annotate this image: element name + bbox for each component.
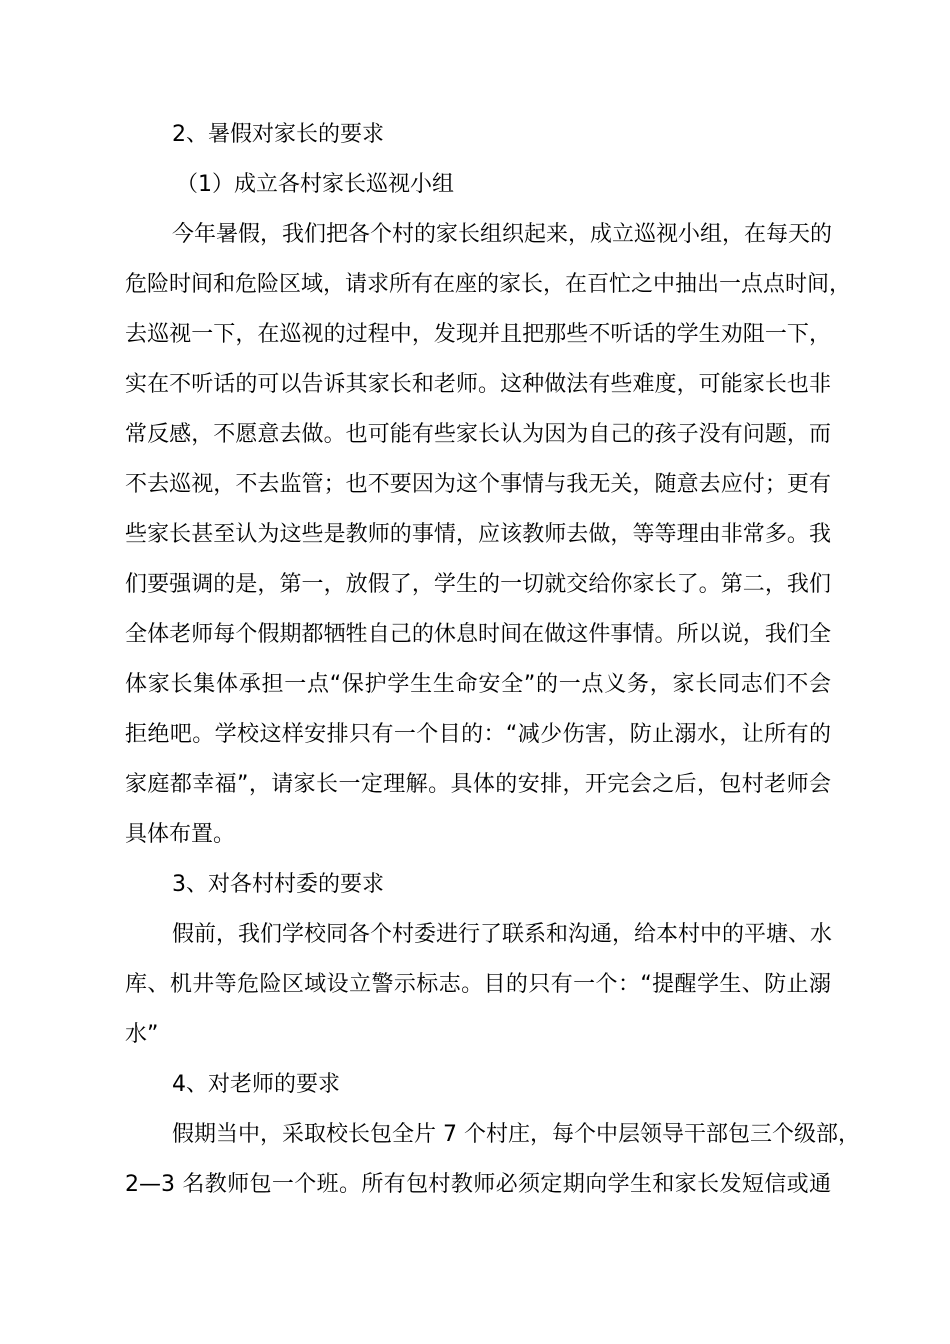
- paragraph-line: 不去巡视，不去监管；也不要因为这个事情与我无关，随意去应付；更有: [125, 472, 831, 497]
- paragraph-line: 假期当中，采取校长包全片 7 个村庄，每个中层领导干部包三个级部，: [172, 1122, 860, 1147]
- paragraph-line: 2—3 名教师包一个班。所有包村教师必须定期向学生和家长发短信或通: [125, 1172, 831, 1197]
- paragraph-line: 实在不听话的可以告诉其家长和老师。这种做法有些难度，可能家长也非: [125, 372, 831, 397]
- paragraph-line: 今年暑假，我们把各个村的家长组织起来，成立巡视小组，在每天的: [172, 222, 833, 247]
- paragraph-line: 危险时间和危险区域，请求所有在座的家长，在百忙之中抽出一点点时间，: [125, 272, 852, 297]
- section-heading: 4、对老师的要求: [172, 1072, 340, 1097]
- section-heading: 3、对各村村委的要求: [172, 872, 384, 897]
- paragraph-line: 拒绝吧。学校这样安排只有一个目的：“减少伤害，防止溺水，让所有的: [125, 722, 831, 747]
- paragraph-line: 库、机井等危险区域设立警示标志。目的只有一个：“提醒学生、防止溺: [125, 972, 831, 997]
- paragraph-line: 全体老师每个假期都牺牲自己的休息时间在做这件事情。所以说，我们全: [125, 622, 831, 647]
- section-heading: 2、暑假对家长的要求: [172, 122, 384, 147]
- paragraph-line: 们要强调的是，第一，放假了，学生的一切就交给你家长了。第二，我们: [125, 572, 831, 597]
- paragraph-line: 家庭都幸福”，请家长一定理解。具体的安排，开完会之后，包村老师会: [125, 772, 831, 797]
- paragraph-line: 些家长甚至认为这些是教师的事情，应该教师去做，等等理由非常多。我: [125, 522, 831, 547]
- paragraph-line: 水”: [125, 1022, 159, 1047]
- section-subheading: （1）成立各村家长巡视小组: [176, 172, 454, 197]
- paragraph-line: 体家长集体承担一点“保护学生生命安全”的一点义务，家长同志们不会: [125, 672, 831, 697]
- paragraph-line: 假前，我们学校同各个村委进行了联系和沟通，给本村中的平塘、水: [172, 922, 833, 947]
- paragraph-line: 常反感，不愿意去做。也可能有些家长认为因为自己的孩子没有问题，而: [125, 422, 831, 447]
- paragraph-line: 去巡视一下，在巡视的过程中，发现并且把那些不听话的学生劝阻一下，: [125, 322, 831, 347]
- paragraph-line: 具体布置。: [125, 822, 236, 847]
